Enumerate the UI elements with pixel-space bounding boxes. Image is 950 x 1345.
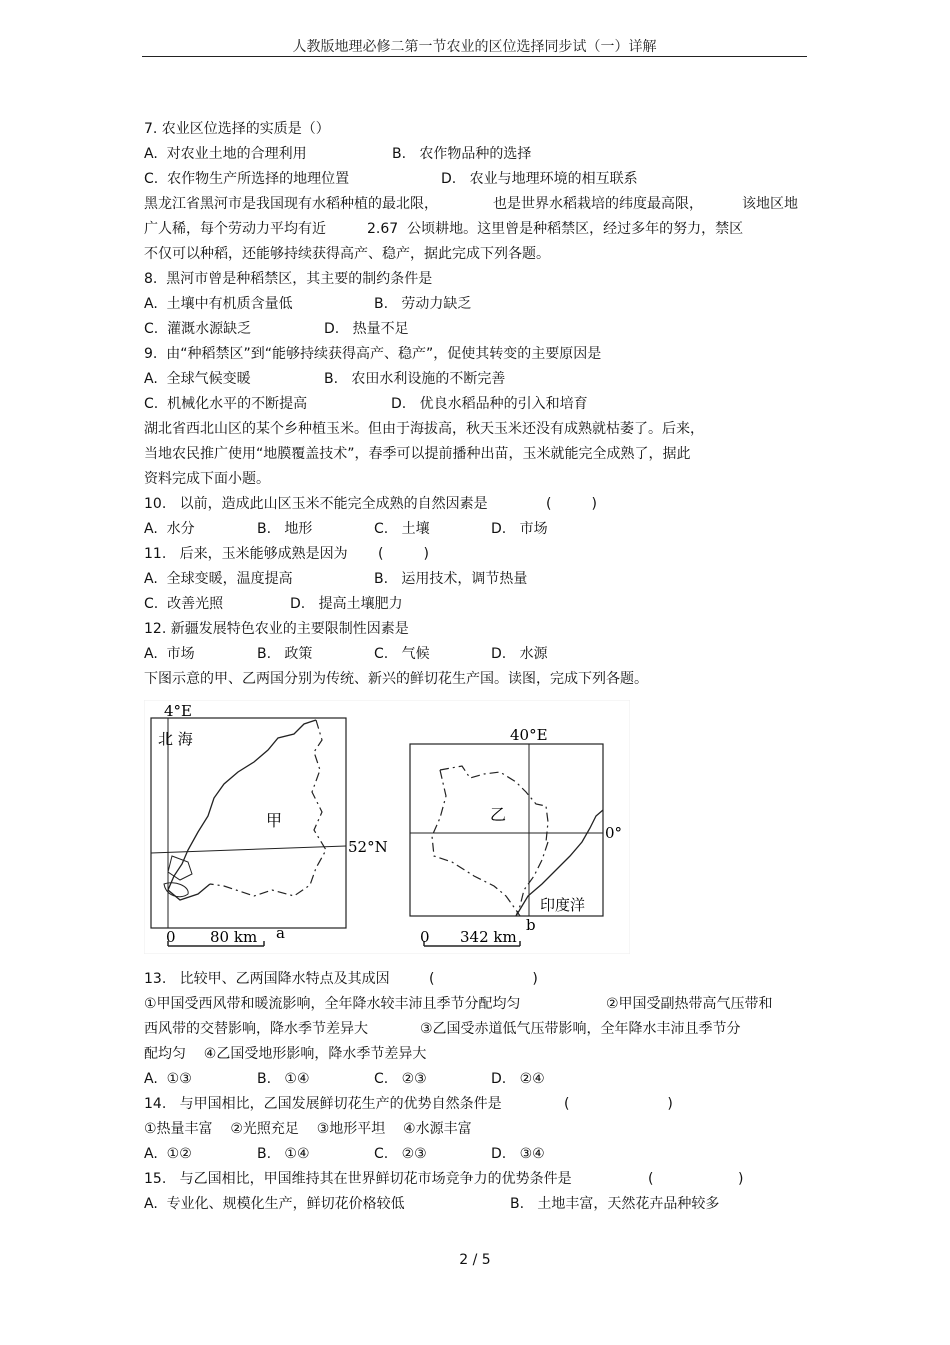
text-line-30-1: B. ①④ — [257, 1146, 310, 1162]
text-line-31-1: ( ) — [648, 1171, 744, 1187]
text-line-6-0: 8. 黑河市曾是种稻禁区，其主要的制约条件是 — [144, 271, 433, 287]
text-line-3-0: 黑龙江省黑河市是我国现有水稻种植的最北限， — [144, 196, 438, 212]
text-line-17-0: 11. 后来，玉米能够成熟是因为 — [144, 546, 348, 562]
text-line-17-1: ( ) — [378, 546, 429, 562]
maps-svg — [144, 700, 630, 954]
text-line-27-3: D. ②④ — [491, 1071, 545, 1087]
text-line-21-0: A. 市场 — [144, 646, 195, 662]
text-line-32-0: A. 专业化、规模化生产，鲜切花价格较低 — [144, 1196, 405, 1212]
text-line-3-2: 该地区地 — [742, 196, 798, 212]
text-line-30-2: C. ②③ — [374, 1146, 427, 1162]
text-line-7-0: A. 土壤中有机质含量低 — [144, 296, 293, 312]
text-line-14-0: 资料完成下面小题。 — [144, 471, 270, 487]
text-line-26-0: 配均匀 ④乙国受地形影响，降水季节差异大 — [144, 1046, 427, 1062]
text-line-32-1: B. 土地丰富，天然花卉品种较多 — [510, 1196, 720, 1212]
map-jia-country-label: 甲 — [266, 811, 283, 830]
text-line-21-2: C. 气候 — [374, 646, 430, 662]
text-line-4-0: 广人稀，每个劳动力平均有近 — [144, 221, 326, 237]
map-yi-point-b: b — [526, 916, 536, 934]
text-line-19-1: D. 提高土壤肥力 — [290, 596, 403, 612]
map-yi-ocean-label: 印度洋 — [540, 896, 586, 914]
text-line-28-1: ( ) — [564, 1096, 673, 1112]
text-line-16-2: C. 土壤 — [374, 521, 430, 537]
text-line-10-1: B. 农田水利设施的不断完善 — [324, 371, 506, 387]
map-yi-scale-zero: 0 — [420, 928, 430, 946]
text-line-4-1: 2.67 公顷耕地。这里曾是种稻禁区，经过多年的努力，禁区 — [367, 221, 744, 237]
text-line-16-3: D. 市场 — [491, 521, 548, 537]
text-line-28-0: 14. 与甲国相比，乙国发展鲜切花生产的优势自然条件是 — [144, 1096, 502, 1112]
text-line-23-1: ( ) — [429, 971, 538, 987]
map-yi-scale-label: 342 km — [460, 928, 517, 946]
map-yi-country-label: 乙 — [490, 805, 507, 824]
text-line-5-0: 不仅可以种稻，还能够持续获得高产、稳产，据此完成下列各题。 — [144, 246, 550, 262]
text-line-12-0: 湖北省西北山区的某个乡种植玉米。但由于海拔高，秋天玉米还没有成熟就枯萎了。后来， — [144, 421, 704, 437]
text-line-25-0: 西风带的交替影响，降水季节差异大 — [144, 1021, 368, 1037]
text-line-21-1: B. 政策 — [257, 646, 313, 662]
text-line-27-0: A. ①③ — [144, 1071, 192, 1087]
text-line-11-1: D. 优良水稻品种的引入和培育 — [391, 396, 588, 412]
map-yi-lat-label: 0° — [605, 824, 623, 842]
text-line-16-1: B. 地形 — [257, 521, 313, 537]
text-line-1-1: B. 农作物品种的选择 — [392, 146, 532, 162]
text-line-18-1: B. 运用技术，调节热量 — [374, 571, 528, 587]
text-line-18-0: A. 全球变暖，温度提高 — [144, 571, 293, 587]
page-header: 人教版地理必修二第一节农业的区位选择同步试（一）详解 — [292, 39, 657, 55]
text-line-21-3: D. 水源 — [491, 646, 548, 662]
map-jia-sea-label: 北 海 — [158, 730, 193, 748]
map-jia-scale-label: 80 km — [210, 928, 258, 946]
text-line-22-0: 下图示意的甲、乙两国分别为传统、新兴的鲜切花生产国。读图，完成下列各题。 — [144, 671, 648, 687]
text-line-2-0: C. 农作物生产所选择的地理位置 — [144, 171, 350, 187]
text-line-23-0: 13. 比较甲、乙两国降水特点及其成因 — [144, 971, 390, 987]
map-jia-point-a: a — [276, 924, 285, 942]
page-number: 2 / 5 — [459, 1252, 491, 1268]
header-rule — [142, 56, 807, 57]
figure-maps — [144, 700, 630, 954]
text-line-24-1: ②甲国受副热带高气压带和 — [606, 996, 773, 1012]
text-line-0-0: 7. 农业区位选择的实质是（） — [144, 121, 330, 137]
text-line-13-0: 当地农民推广使用“地膜覆盖技术”，春季可以提前播种出苗，玉米就能完全成熟了，据此 — [144, 446, 691, 462]
text-line-30-0: A. ①② — [144, 1146, 192, 1162]
text-line-15-1: ( ) — [546, 496, 597, 512]
map-yi-lon-label: 40°E — [510, 726, 548, 744]
text-line-8-1: D. 热量不足 — [324, 321, 409, 337]
text-line-1-0: A. 对农业土地的合理利用 — [144, 146, 307, 162]
text-line-29-0: ①热量丰富 ②光照充足 ③地形平坦 ④水源丰富 — [144, 1121, 472, 1137]
text-line-11-0: C. 机械化水平的不断提高 — [144, 396, 308, 412]
text-line-10-0: A. 全球气候变暖 — [144, 371, 251, 387]
text-line-7-1: B. 劳动力缺乏 — [374, 296, 472, 312]
text-line-8-0: C. 灌溉水源缺乏 — [144, 321, 252, 337]
map-jia-scale-zero: 0 — [166, 928, 176, 946]
text-line-3-1: 也是世界水稻栽培的纬度最高限， — [493, 196, 703, 212]
text-line-19-0: C. 改善光照 — [144, 596, 224, 612]
text-line-30-3: D. ③④ — [491, 1146, 545, 1162]
text-line-24-0: ①甲国受西风带和暖流影响，全年降水较丰沛且季节分配均匀 — [144, 996, 521, 1012]
text-line-9-0: 9. 由“种稻禁区”到“能够持续获得高产、稳产”，促使其转变的主要原因是 — [144, 346, 602, 362]
text-line-16-0: A. 水分 — [144, 521, 195, 537]
text-line-27-2: C. ②③ — [374, 1071, 427, 1087]
text-line-2-1: D. 农业与地理环境的相互联系 — [441, 171, 638, 187]
text-line-20-0: 12. 新疆发展特色农业的主要限制性因素是 — [144, 621, 409, 637]
text-line-27-1: B. ①④ — [257, 1071, 310, 1087]
map-jia-lon-label: 4°E — [164, 702, 192, 720]
map-jia-lat-label: 52°N — [348, 838, 388, 856]
text-line-15-0: 10. 以前，造成此山区玉米不能完全成熟的自然因素是 — [144, 496, 488, 512]
text-line-25-1: ③乙国受赤道低气压带影响，全年降水丰沛且季节分 — [420, 1021, 741, 1037]
text-line-31-0: 15. 与乙国相比，甲国维持其在世界鲜切花市场竞争力的优势条件是 — [144, 1171, 572, 1187]
